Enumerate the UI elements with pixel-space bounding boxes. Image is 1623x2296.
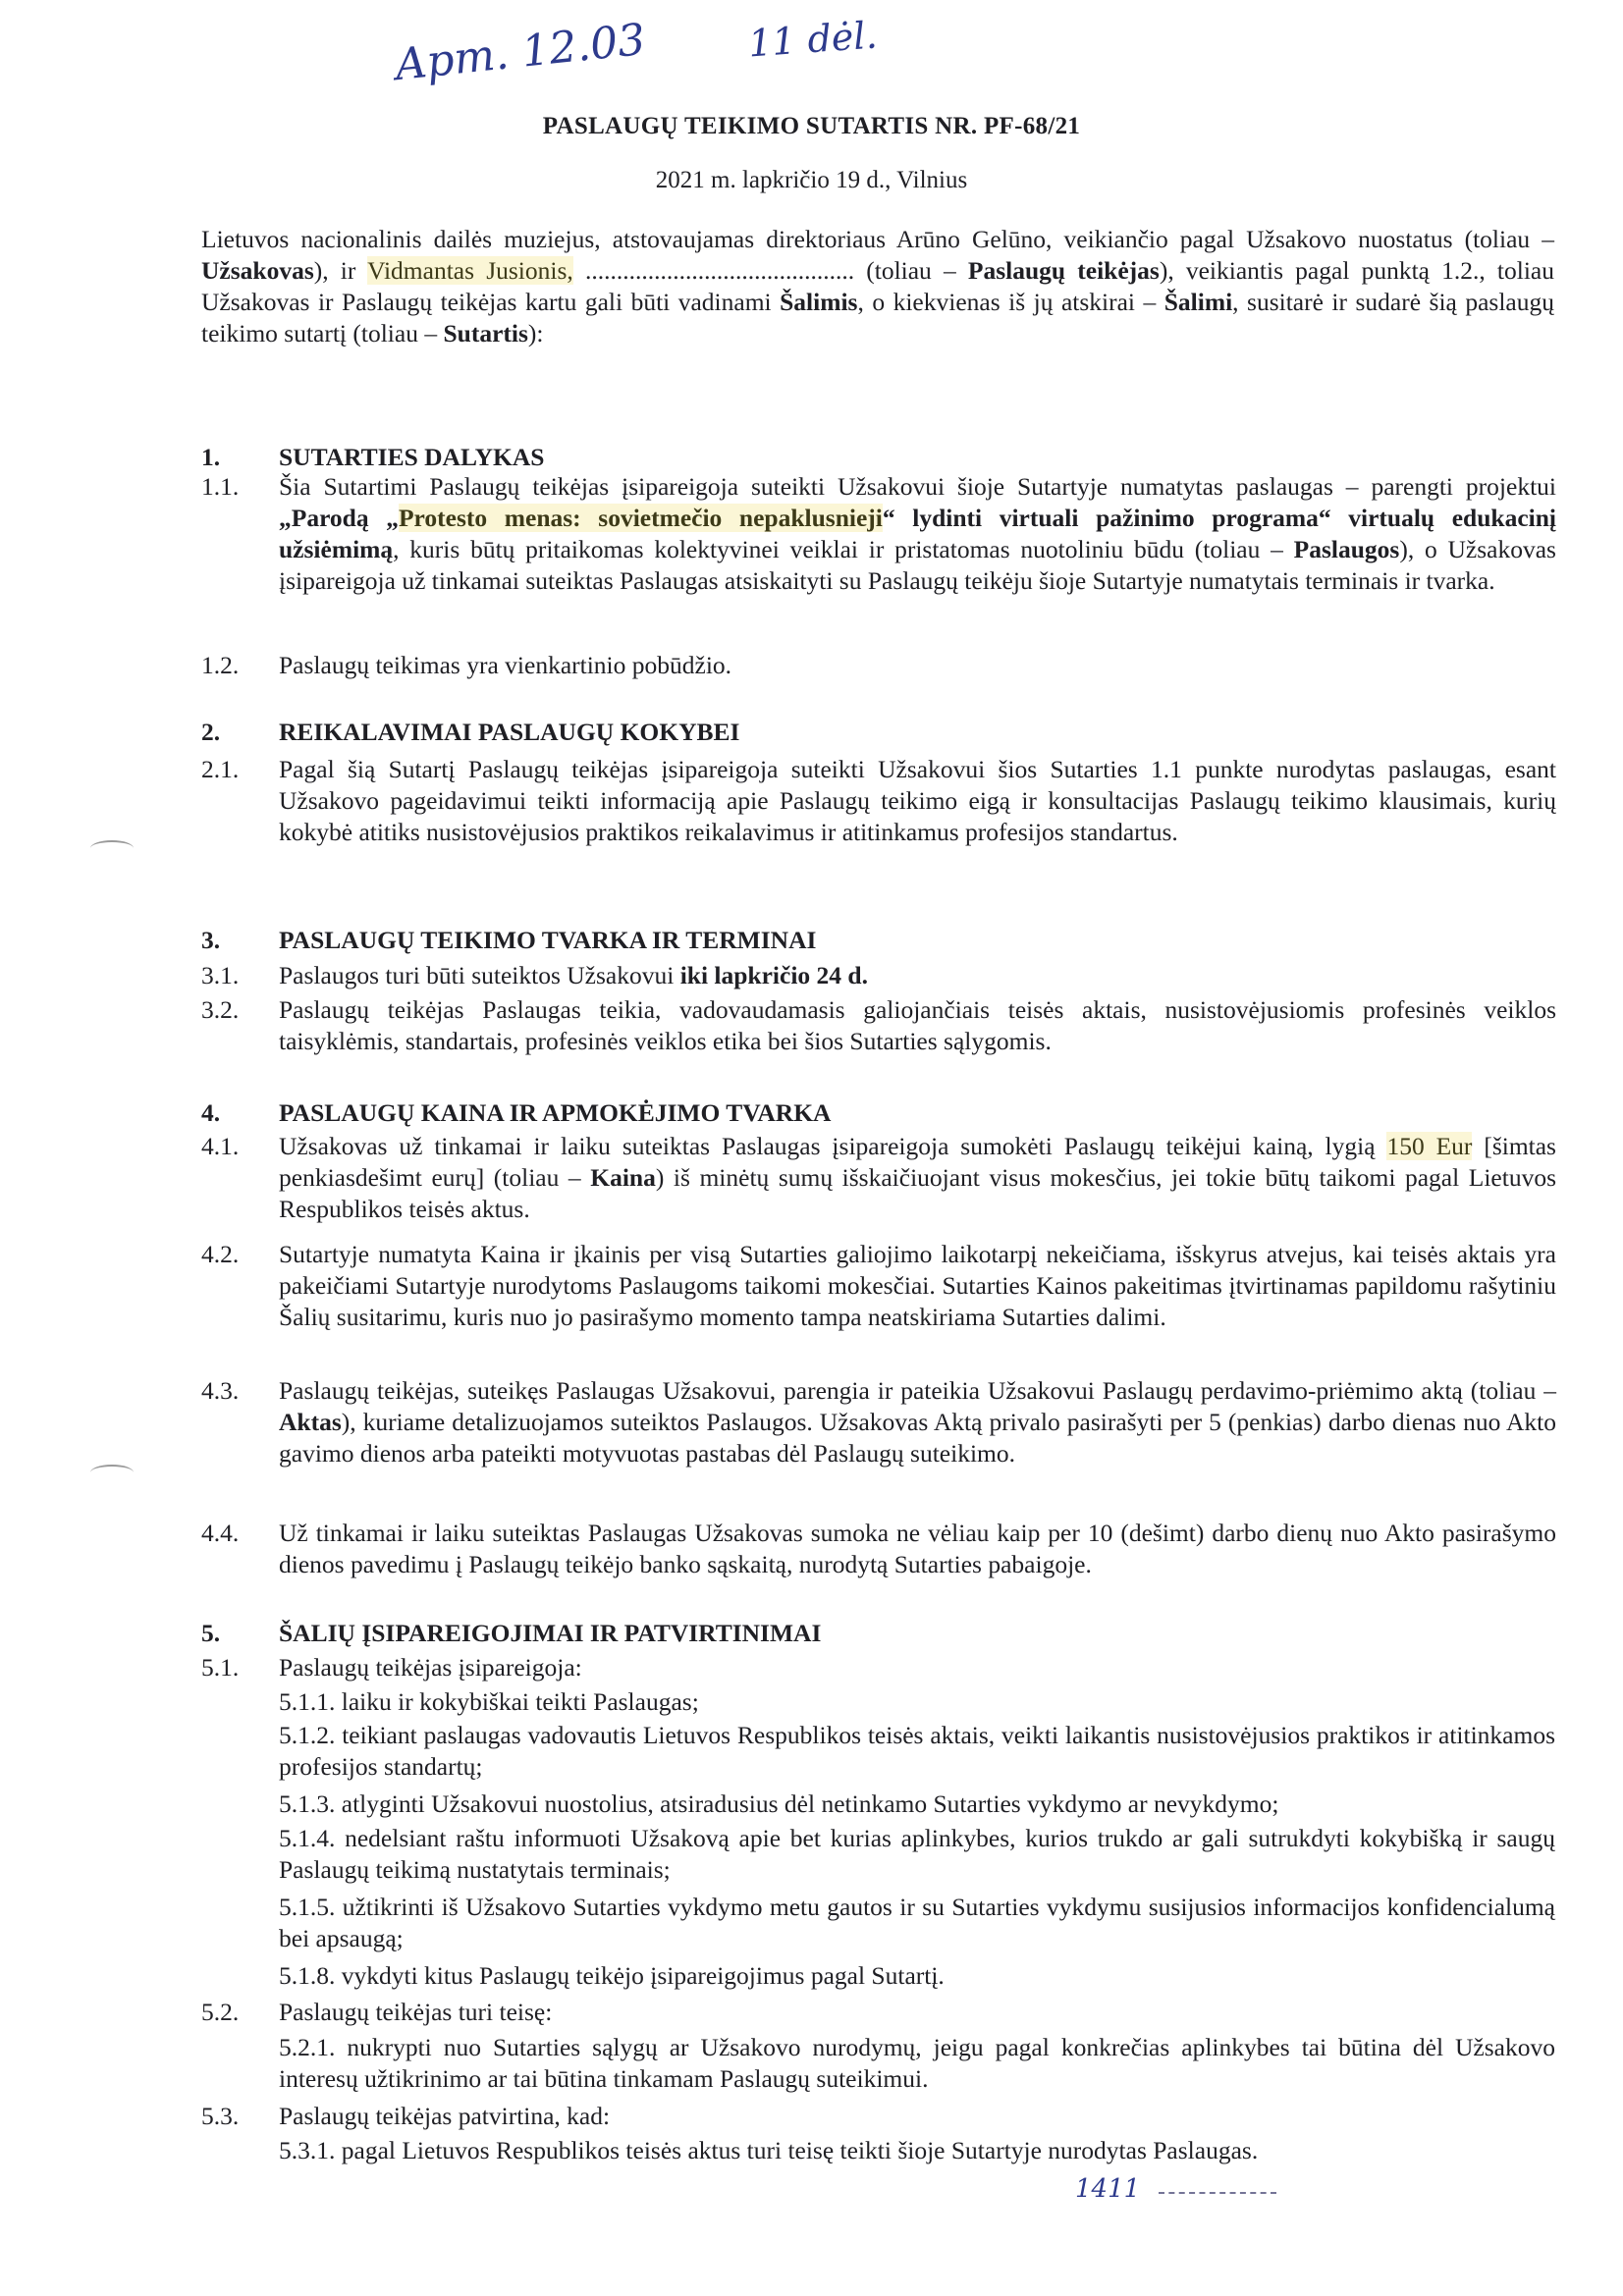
subclause-5-1-2: 5.1.2. teikiant paslaugas vadovautis Lietuvos Respublikos teisės aktais, veikti laikantis nusistovėjusios praktikos ir atitinkamos profesijos standartų;: [279, 1721, 1555, 1781]
handwritten-note-top-right: 11 dėl.: [746, 13, 879, 66]
contract-date-place: 2021 m. lapkričio 19 d., Vilnius: [655, 167, 968, 193]
handwritten-note-top-left: Apm. 12.03: [393, 14, 648, 91]
clause-5-2: 5.2. Paslaugų teikėjas turi teisę:: [201, 1998, 553, 2026]
subclause-5-1-1: 5.1.1. laiku ir kokybiškai teikti Paslaugas;: [279, 1687, 699, 1716]
clause-1-1: 1.1. Šia Sutartimi Paslaugų teikėjas įsipareigoja suteikti Užsakovui šioje Sutartyje numatytas paslaugas – parengti projektui „Parodą „Protesto menas: sovietmečio nepaklusnieji“ lydinti virtuali pažinimo programa“ virtualų edukacinį užsiėmimą, kuris būtų pritaikomas kolektyvinei veiklai ir pristatomas nuotoliniu būdu (toliau – Paslaugos), o Užsakovas įsipareigoja už tinkamai suteiktas Paslaugas atsiskaityti su Paslaugų teikėju šioje Sutartyje numatytais terminais ir tvarka.: [201, 472, 1556, 595]
subclause-5-1-4: 5.1.4. nedelsiant raštu informuoti Užsakovą apie bet kurias aplinkybes, kurios trukdo ar gali sutrukdyti kokybišką ir saugų Paslaugų teikimą nustatytais terminais;: [279, 1824, 1555, 1884]
clause-3-2: 3.2. Paslaugų teikėjas Paslaugas teikia, vadovaudamasis galiojančiais teisės aktais, nusistovėjusiomis profesinės veiklos taisyklėmis, standartais, profesinės veiklos etika bei šios Sutarties sąlygomis.: [201, 995, 1556, 1055]
clause-2-1: 2.1. Pagal šią Sutartį Paslaugų teikėjas įsipareigoja suteikti Užsakovui šios Sutarties 1.1 punkte nurodytas paslaugas, esant Užsakovo pageidavimui teikti informaciją apie Paslaugų teikimo eigą ir konsultacijas Paslaugų teikimo klausimais, kurių kokybė atitiks nusistovėjusios praktikos reikalavimus ir atitinkamus profesijos standartus.: [201, 755, 1556, 846]
contract-title: PASLAUGŲ TEIKIMO SUTARTIS NR. PF-68/21: [542, 113, 1081, 139]
handwritten-note-bottom: 1411: [1075, 2174, 1141, 2204]
clause-4-1: 4.1. Užsakovas už tinkamai ir laiku suteiktas Paslaugas įsipareigoja sumokėti Paslaugų teikėjui kainą, lygią 150 Eur [šimtas penkiasdešimt eurų] (toliau – Kaina) iš minėtų sumų išskaičiuojant visus mokesčius, jei tokie būtų taikomi pagal Lietuvos Respublikos teisės aktus.: [201, 1132, 1556, 1223]
clause-5-1: 5.1. Paslaugų teikėjas įsipareigoja:: [201, 1653, 582, 1682]
price-amount: 150 Eur: [1386, 1132, 1473, 1160]
subclause-5-1-5: 5.1.5. užtikrinti iš Užsakovo Sutarties vykdymo metu gautos ir su Sutarties vykdymu susijusios informacijos konfidencialumą bei apsaugą;: [279, 1893, 1555, 1952]
document-page: Apm. 12.03 11 dėl. PASLAUGŲ TEIKIMO SUTARTIS NR. PF-68/21 2021 m. lapkričio 19 d., Vilnius Lietuvos nacionalinis dailės muziejus, atstovaujamas direktoriaus Arūno Gelūno, veikiančio pagal Užsakovo nuostatus (toliau – Užsakovas), ir Vidmantas Jusionis, ........................................... (toliau – Paslaugų teikėjas), veikiantis pagal punktą 1.2., toliau Užsakovas ir Paslaugų teikėjas kartu gali būti vadinami Šalimis, o kiekvienas iš jų atskirai – Šalimi, susitarė ir sudarė šią paslaugų teikimo sutartį (toliau – Sutartis): 1. SUTARTIES DALYKAS 1.1. Šia Sutartimi Paslaugų teikėjas įsipareigoja suteikti Užsakovui šioje Sutartyje numatytas paslaugas – parengti projektui „Parodą „Protesto menas: sovietmečio nepaklusnieji“ lydinti virtuali pažinimo programa“ virtualų edukacinį užsiėmimą, kuris būtų pritaikomas kolektyvinei veiklai ir pristatomas nuotoliniu būdu (toliau – Paslaugos), o Užsakovas įsipareigoja už tinkamai suteiktas Paslaugas atsiskaityti su Paslaugų teikėju šioje Sutartyje numatytais terminais ir tvarka. 1.2. Paslaugų teikimas yra vienkartinio pobūdžio. 2. REIKALAVIMAI PASLAUGŲ KOKYBEI 2.1. Pagal šią Sutartį Paslaugų teikėjas įsipareigoja suteikti Užsakovui šios Sutarties 1.1 punkte nurodytas paslaugas, esant Užsakovo pageidavimui teikti informaciją apie Paslaugų teikimo eigą ir konsultacijas Paslaugų teikimo klausimais, kurių kokybė atitiks nusistovėjusios praktikos reikalavimus ir atitinkamus profesijos standartus. 3. PASLAUGŲ TEIKIMO TVARKA IR TERMINAI 3.1. Paslaugos turi būti suteiktos Užsakovui iki lapkričio 24 d. 3.2. Paslaugų teikėjas Paslaugas teikia, vadovaudamasis galiojančiais teisės aktais, nusistovėjusiomis profesinės veiklos taisyklėmis, standartais, profesinės veiklos etika bei šios Sutarties sąlygomis. 4. PASLAUGŲ KAINA IR APMOKĖJIMO TVARKA 4.1. Užsakovas už tinkamai ir laiku suteiktas Paslaugas įsipareigoja sumokėti Paslaugų teikėjui kainą, lygią 150 Eur [šimtas penkiasdešimt eurų] (toliau – Kaina) iš minėtų sumų išskaičiuojant visus mokesčius, jei tokie būtų taikomi pagal Lietuvos Respublikos teisės aktus. 4.2. Sutartyje numatyta Kaina ir įkainis per visą Sutarties galiojimo laikotarpį nekeičiama, išskyrus atvejus, kai teisės aktais yra pakeičiami Sutartyje nurodytoms Paslaugoms taikomi mokesčiai. Sutarties Kainos pakeitimas įtvirtinamas papildomu rašytiniu Šalių susitarimu, kuris nuo jo pasirašymo momento tampa neatskiriama Sutarties dalimi. 4.3. Paslaugų teikėjas, suteikęs Paslaugas Užsakovui, parengia ir pateikia Užsakovui Paslaugų perdavimo-priėmimo aktą (toliau – Aktas), kuriame detalizuojamos suteiktos Paslaugos. Užsakovas Aktą privalo pasirašyti per 5 (penkias) darbo dienas nuo Akto gavimo dienos arba pateikti motyvuotas pastabas dėl Paslaugų suteikimo. 4.4. Už tinkamai ir laiku suteiktas Paslaugas Užsakovas sumoka ne vėliau kaip per 10 (dešimt) darbo dienų nuo Akto pasirašymo dienos pavedimu į Paslaugų teikėjo banko sąskaitą, nurodytą Sutarties pabaigoje. 5. ŠALIŲ ĮSIPAREIGOJIMAI IR PATVIRTINIMAI 5.1. Paslaugų teikėjas įsipareigoja: 5.1.1. laiku ir kokybiškai teikti Paslaugas; 5.1.2. teikiant paslaugas vadovautis Lietuvos Respublikos teisės aktais, veikti laikantis nusistovėjusios praktikos ir atitinkamos profesijos standartų; 5.1.3. atlyginti Užsakovui nuostolius, atsiradusius dėl netinkamo Sutarties vykdymo ar nevykdymo; 5.1.4. nedelsiant raštu informuoti Užsakovą apie bet kurias aplinkybes, kurios trukdo ar gali sutrukdyti kokybišką ir saugų Paslaugų teikimą nustatytais terminais; 5.1.5. užtikrinti iš Užsakovo Sutarties vykdymo metu gautos ir su Sutarties vykdymu susijusios informacijos konfidencialumą bei apsaugą; 5.1.8. vykdyti kitus Paslaugų teikėjo įsipareigojimus pagal Sutartį. 5.2. Paslaugų teikėjas turi teisę: 5.2.1. nukrypti nuo Sutarties sąlygų ar Užsakovo nurodymų, jeigu pagal konkrečias aplinkybes tai būtina dėl Užsakovo interesų užtikrinimo ar tai būtina tinkamam Paslaugų suteikimui. 5.3. Paslaugų teikėjas patvirtina, kad: 5.3.1. pagal Lietuvos Respublikos teisės aktus turi teisę teikti šioje Sutartyje nurodytas Paslaugas. 1411: [0, 0, 1623, 2296]
subclause-5-2-1: 5.2.1. nukrypti nuo Sutarties sąlygų ar Užsakovo nurodymų, jeigu pagal konkrečias aplinkybes tai būtina dėl Užsakovo interesų užtikrinimo ar tai būtina tinkamam Paslaugų suteikimui.: [279, 2033, 1555, 2093]
hole-punch-mark: [90, 840, 134, 856]
signature-scribble: [1159, 2192, 1276, 2204]
clause-3-1: 3.1. Paslaugos turi būti suteiktos Užsakovui iki lapkričio 24 d.: [201, 961, 868, 989]
clause-4-4: 4.4. Už tinkamai ir laiku suteiktas Paslaugas Užsakovas sumoka ne vėliau kaip per 10 (dešimt) darbo dienų nuo Akto pasirašymo dienos pavedimu į Paslaugų teikėjo banko sąskaitą, nurodytą Sutarties pabaigoje.: [201, 1519, 1556, 1578]
intro-paragraph: Lietuvos nacionalinis dailės muziejus, atstovaujamas direktoriaus Arūno Gelūno, veikiančio pagal Užsakovo nuostatus (toliau – Užsakovas), ir Vidmantas Jusionis, ........................................... (toliau – Paslaugų teikėjas), veikiantis pagal punktą 1.2., toliau Užsakovas ir Paslaugų teikėjas kartu gali būti vadinami Šalimis, o kiekvienas iš jų atskirai – Šalimi, susitarė ir sudarė šią paslaugų teikimo sutartį (toliau – Sutartis):: [201, 225, 1554, 347]
subclause-5-1-8: 5.1.8. vykdyti kitus Paslaugų teikėjo įsipareigojimus pagal Sutartį.: [279, 1961, 945, 1990]
provider-name: Vidmantas Jusionis,: [367, 256, 573, 285]
hole-punch-mark: [90, 1465, 134, 1480]
subclause-5-1-3: 5.1.3. atlyginti Užsakovui nuostolius, atsiradusius dėl netinkamo Sutarties vykdymo ar nevykdymo;: [279, 1789, 1279, 1818]
clause-1-2: 1.2. Paslaugų teikimas yra vienkartinio pobūdžio.: [201, 651, 732, 679]
clause-4-3: 4.3. Paslaugų teikėjas, suteikęs Paslaugas Užsakovui, parengia ir pateikia Užsakovui Paslaugų perdavimo-priėmimo aktą (toliau – Aktas), kuriame detalizuojamos suteiktos Paslaugos. Užsakovas Aktą privalo pasirašyti per 5 (penkias) darbo dienas nuo Akto gavimo dienos arba pateikti motyvuotas pastabas dėl Paslaugų suteikimo.: [201, 1376, 1556, 1468]
clause-4-2: 4.2. Sutartyje numatyta Kaina ir įkainis per visą Sutarties galiojimo laikotarpį nekeičiama, išskyrus atvejus, kai teisės aktais yra pakeičiami Sutartyje nurodytoms Paslaugoms taikomi mokesčiai. Sutarties Kainos pakeitimas įtvirtinamas papildomu rašytiniu Šalių susitarimu, kuris nuo jo pasirašymo momento tampa neatskiriama Sutarties dalimi.: [201, 1240, 1556, 1331]
subclause-5-3-1: 5.3.1. pagal Lietuvos Respublikos teisės aktus turi teisę teikti šioje Sutartyje nurodytas Paslaugas.: [279, 2136, 1259, 2164]
clause-5-3: 5.3. Paslaugų teikėjas patvirtina, kad:: [201, 2102, 611, 2130]
